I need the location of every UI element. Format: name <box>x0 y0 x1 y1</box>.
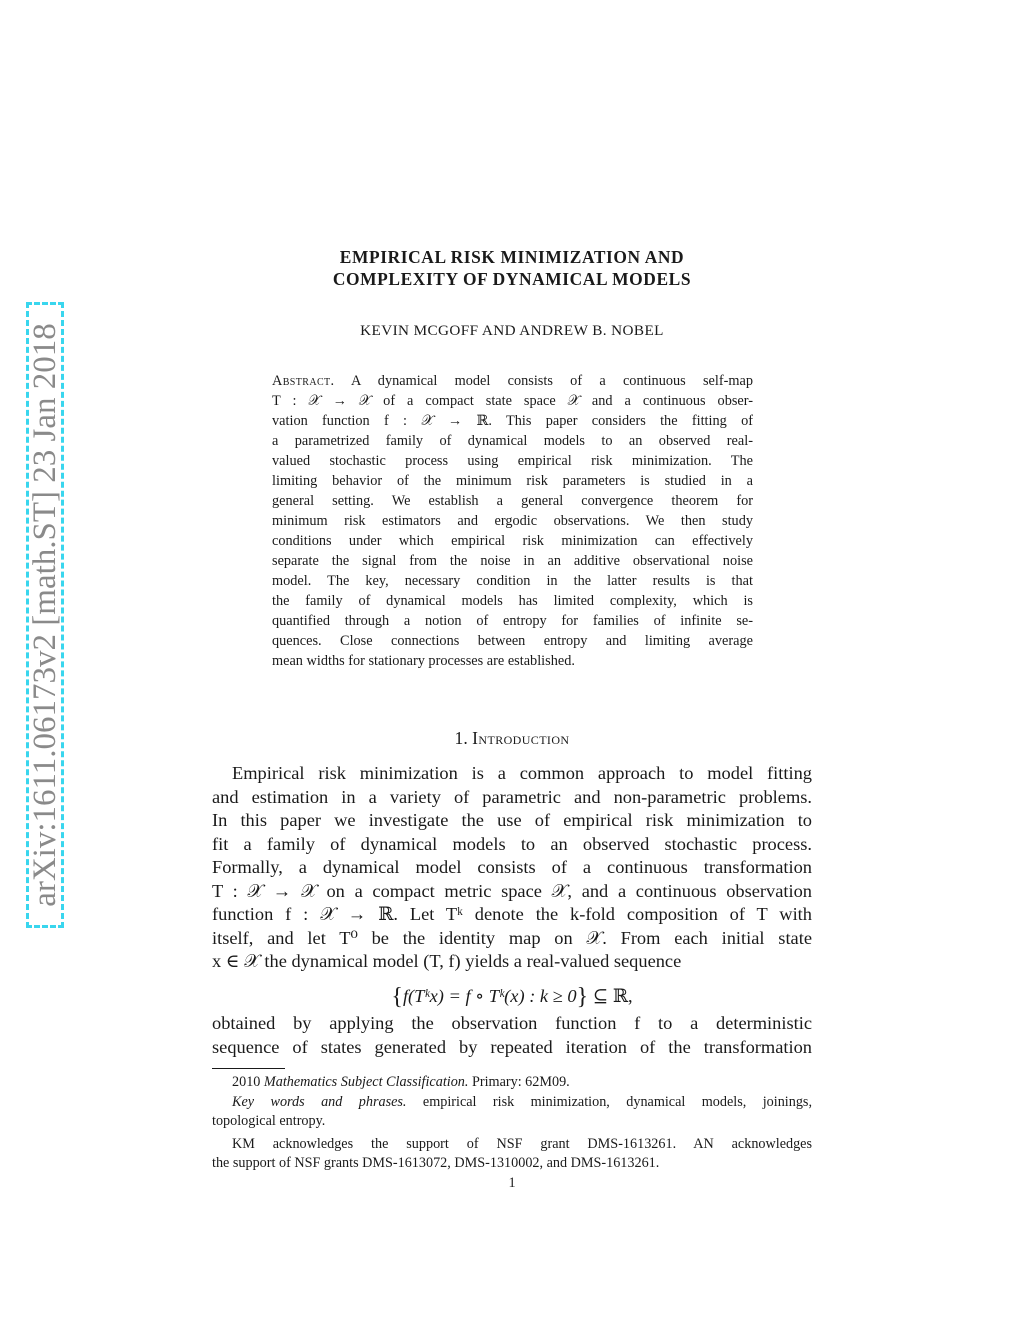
title-line-1: EMPIRICAL RISK MINIMIZATION AND <box>339 247 685 267</box>
body-line: obtained by applying the observation function f to a deterministic <box>212 1013 812 1033</box>
abstract-line: minimum risk estimators and ergodic observations. We then study <box>272 513 753 529</box>
abstract-line: Abstract. A dynamical model consists of a continuous self-map <box>272 373 753 389</box>
author-list: KEVIN MCGOFF AND ANDREW B. NOBEL <box>360 322 664 339</box>
abstract-label: Abstract. <box>272 373 335 389</box>
body-line: Empirical risk minimization is a common approach to model fitting <box>232 763 812 783</box>
arxiv-stamp: arXiv:1611.06173v2 [math.ST] 23 Jan 2018 <box>27 323 63 907</box>
post-equation-text <box>212 1012 812 1059</box>
abstract-line: model. The key, necessary condition in the latter results is that <box>272 573 753 589</box>
abstract-line: quences. Close connections between entropy and limiting average <box>272 633 753 649</box>
abstract-line: mean widths for stationary processes are established. <box>272 653 575 669</box>
footnotes <box>212 1073 812 1174</box>
body-line: T : 𝒳 → 𝒳 on a compact metric space 𝒳, and a continuous observation <box>212 880 812 901</box>
abstract-line: vation function f : 𝒳 → ℝ. This paper considers the fitting of <box>272 413 753 429</box>
abstract-line: conditions under which empirical risk minimization can effectively <box>272 533 753 549</box>
page-number: 1 <box>508 1175 516 1191</box>
abstract <box>272 371 753 671</box>
body-line: x ∈ 𝒳 the dynamical model (T, f) yields a real-valued sequence <box>212 951 682 971</box>
ack-footnote: KM acknowledges the support of NSF grant DMS-1613261. AN acknowledges <box>232 1135 812 1152</box>
body-line: fit a family of dynamical models to an observed stochastic process. <box>212 833 812 854</box>
ack-footnote-cont: the support of NSF grants DMS-1613072, DMS-1310002, and DMS-1613261. <box>212 1155 660 1171</box>
section-heading <box>212 728 812 749</box>
keywords-footnote-cont: topological entropy. <box>212 1113 326 1129</box>
abstract-line: T : 𝒳 → 𝒳 of a compact state space 𝒳 and a continuous obser- <box>272 393 753 409</box>
equation-close-brace: } <box>576 984 589 1010</box>
abstract-line: limiting behavior of the minimum risk parameters is studied in a <box>272 473 753 489</box>
body-line: function f : 𝒳 → ℝ. Let Tᵏ denote the k-fold composition of T with <box>212 904 812 924</box>
equation-content: f(Tᵏx) = f ∘ Tᵏ(x) : k ≥ 0 <box>402 986 577 1006</box>
section-number: 1. <box>454 728 468 748</box>
body-line: In this paper we investigate the use of empirical risk minimization to <box>212 810 812 830</box>
abstract-line: general setting. We establish a general convergence theorem for <box>272 493 753 509</box>
abstract-line: the family of dynamical models has limited complexity, which is <box>272 593 753 609</box>
title-line-2: COMPLEXITY OF DYNAMICAL MODELS <box>332 269 692 289</box>
abstract-line: valued stochastic process using empirical risk minimization. The <box>272 453 753 469</box>
body-line: and estimation in a variety of parametric and non-parametric problems. <box>212 786 812 807</box>
abstract-line: a parametrized family of dynamical models to an observed real- <box>272 433 753 449</box>
paper-title <box>212 246 812 290</box>
body-line: Formally, a dynamical model consists of a continuous transformation <box>212 857 812 877</box>
equation-tail: ⊆ ℝ, <box>592 986 633 1006</box>
display-equation <box>212 983 812 1010</box>
body-line: itself, and let T⁰ be the identity map on 𝒳. From each initial state <box>212 927 812 948</box>
body-line: sequence of states generated by repeated iteration of the transformation <box>212 1036 812 1057</box>
abstract-line: separate the signal from the noise in an additive observational noise <box>272 553 753 569</box>
abstract-line: quantified through a notion of entropy for families of infinite se- <box>272 613 753 629</box>
keywords-footnote: Key words and phrases. empirical risk minimization, dynamical models, joinings, <box>232 1093 813 1110</box>
intro-paragraph <box>212 762 812 974</box>
section-title: Introduction <box>472 728 570 748</box>
msc-footnote: 2010 Mathematics Subject Classification. Primary: 62M09. <box>232 1074 570 1090</box>
footnote-rule <box>212 1068 285 1069</box>
equation-open-brace: { <box>391 984 403 1010</box>
